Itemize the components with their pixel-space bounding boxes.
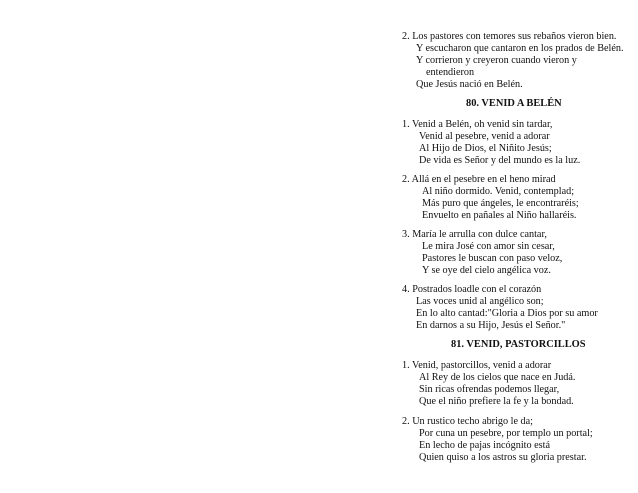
verse-line: Que Jesús nació en Belén.	[416, 79, 523, 90]
verse-line: Más puro que ángeles, le encontraréis;	[422, 198, 579, 209]
verse-line: Sin ricas ofrendas podemos llegar,	[419, 384, 560, 395]
verse-line: Y corrieron y creyeron cuando vieron y	[416, 55, 577, 66]
verse-line: Envuelto en pañales al Niño hallaréis.	[422, 210, 577, 221]
verse-line: Y escucharon que cantaron en los prados de Belén.	[416, 43, 624, 54]
verse-line: De vida es Señor y del mundo es la luz.	[419, 155, 581, 166]
verse-line: 4. Postrados loadle con el corazón	[402, 284, 542, 295]
verse-line: Que el niño prefiere la fe y la bondad.	[419, 396, 574, 407]
verse-line: En darnos a su Hijo, Jesús el Señor."	[416, 320, 566, 331]
verse-line: Y se oye del cielo angélica voz.	[422, 265, 551, 276]
verse-line: entendieron	[426, 67, 475, 78]
verse-line: 1. Venid a Belén, oh venid sin tardar,	[402, 119, 553, 130]
verse-line: Al niño dormido. Venid, contemplad;	[422, 186, 575, 197]
verse-line: 2. Los pastores con temores sus rebaños vieron bien.	[402, 31, 617, 42]
verse-line: Las voces unid al angélico son;	[416, 296, 544, 307]
verse-line: Al Hijo de Dios, el Niñito Jesús;	[419, 143, 552, 154]
verse-line: 2. Un rustico techo abrigo le da;	[402, 416, 533, 427]
verse-line: En lo alto cantad:"Gloria a Dios por su amor	[416, 308, 598, 319]
verse-line: Al Rey de los cielos que nace en Judá.	[419, 372, 576, 383]
verse-line: En lecho de pajas incógnito está	[419, 440, 550, 451]
verse-line: 1. Venid, pastorcillos, venid a adorar	[402, 360, 552, 371]
verse-line: Pastores le buscan con paso veloz,	[422, 253, 563, 264]
verse-line: Por cuna un pesebre, por templo un portal;	[419, 428, 593, 439]
verse-line: Quien quiso a los astros su gloria prestar.	[419, 452, 587, 463]
verse-line: Venid al pesebre, venid a adorar	[419, 131, 550, 142]
verse-line: 2. Allá en el pesebre en el heno mirad	[402, 174, 556, 185]
verse-line: Le mira José con amor sin cesar,	[422, 241, 555, 252]
verse-line: 3. María le arrulla con dulce cantar,	[402, 229, 547, 240]
song-title: 80. VENID A BELÉN	[466, 98, 562, 109]
song-title: 81. VENID, PASTORCILLOS	[451, 339, 586, 350]
